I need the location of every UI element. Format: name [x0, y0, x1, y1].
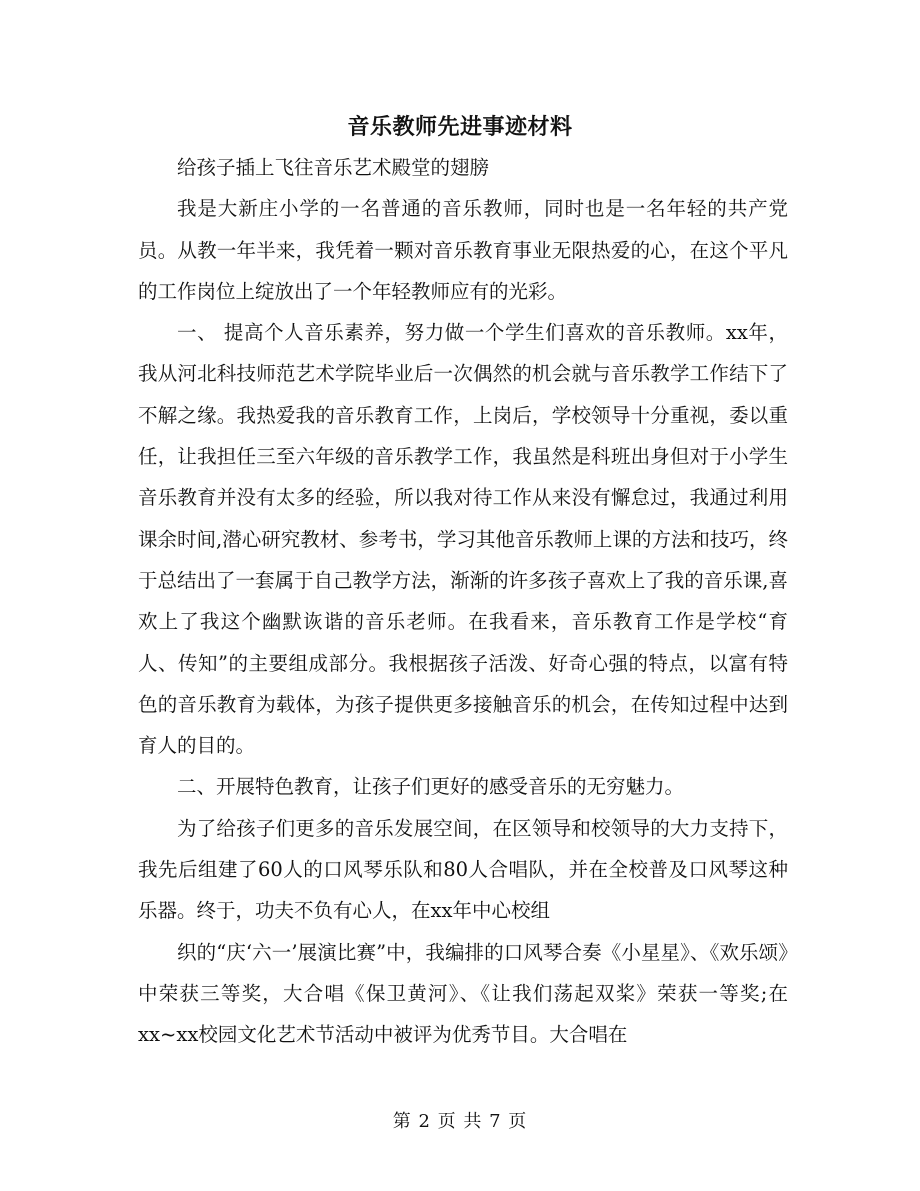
section-one-paragraph: 一、 提高个人音乐素养，努力做一个学生们喜欢的音乐教师。xx年，我从河北科技师范艺术学院毕业后一次偶然的机会就与音乐教学工作结下了不解之缘。我热爱我的音乐教育工作，上岗后，学校领导十分重视，委以重任，让我担任三至六年级的音乐教学工作，我虽然是科班出身但对于小学生音乐教育并没有太多的经验，所以我对待工作从来没有懈怠过，我通过利用课余时间,潜心研究教材、参考书，学习其他音乐教师上课的方法和技巧，终于总结出了一套属于自己教学方法，渐渐的许多孩子喜欢上了我的音乐课,喜欢上了我这个幽默诙谐的音乐老师。在我看来，音乐教育工作是学校“育人、传知”的主要组成部分。我根据孩子活泼、好奇心强的特点，以富有特色的音乐教育为载体，为孩子提供更多接触音乐的机会，在传知过程中达到育人的目的。 [138, 321, 788, 758]
subtitle-paragraph: 给孩子插上飞往音乐艺术殿堂的翅膀 [177, 156, 490, 179]
intro-paragraph: 我是大新庄小学的一名普通的音乐教师，同时也是一名年轻的共产党员。从教一年半来，我凭着一颗对音乐教育事业无限热爱的心，在这个平凡的工作岗位上绽放出了一个年轻教师应有的光彩。 [138, 197, 788, 303]
page-footer: 第 2 页 共 7 页 [392, 1111, 528, 1132]
document-title: 音乐教师先进事迹材料 [347, 114, 573, 140]
awards-paragraph: 织的“庆‘六一’展演比赛”中，我编排的口风琴合奏《小星星》、《欢乐颂》中荣获三等奖，大合唱《保卫黄河》、《让我们荡起双桨》荣获一等奖;在xx~xx校园文化艺术节活动中被评为优秀节目。大合唱在 [138, 940, 788, 1047]
section-two-paragraph: 为了给孩子们更多的音乐发展空间，在区领导和校领导的大力支持下，我先后组建了60人的口风琴乐队和80人合唱队，并在全校普及口风琴这种乐器。终于，功夫不负有心人，在xx年中心校组 [138, 816, 788, 923]
document-body [138, 147, 788, 1056]
section-two-heading: 二、开展特色教育，让孩子们更好的感受音乐的无穷魅力。 [177, 775, 685, 799]
